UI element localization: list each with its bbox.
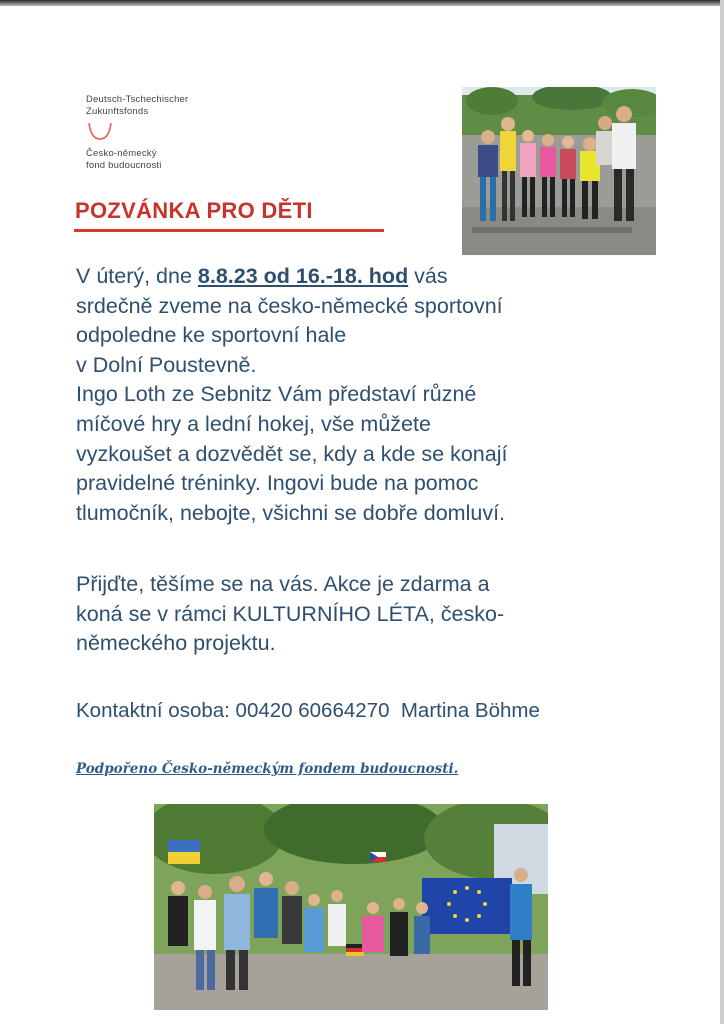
contact-line: Kontaktní osoba: 00420 60664270 Martina Böhme xyxy=(76,699,540,722)
invite-line-2: srdečně zveme na česko-německé sportovní xyxy=(76,293,503,318)
invite-line-6: míčové hry a lední hokej, vše můžete xyxy=(76,411,431,436)
invite-line-3: odpoledne ke sportovní hale xyxy=(76,323,347,348)
photo-rollerblading-kids xyxy=(462,87,656,255)
logo-line-1: Deutsch-Tschechischer xyxy=(86,94,189,105)
page-title: POZVÁNKA PRO DĚTI xyxy=(75,198,313,223)
invite-line-5: Ingo Loth ze Sebnitz Vám představí různé xyxy=(76,382,477,407)
photo-group-with-flags xyxy=(154,804,548,1010)
title-underline xyxy=(74,229,384,232)
logo-line-2: Zukunftsfonds xyxy=(86,106,149,117)
fund-logo xyxy=(86,94,246,172)
invitation-paragraph xyxy=(76,262,636,528)
scan-border-top xyxy=(0,0,724,6)
closing-line-2: koná se v rámci KULTURNÍHO LÉTA, česko- xyxy=(76,601,505,626)
support-note: Podpořeno Česko-německým fondem budoucnosti. xyxy=(76,761,459,777)
invite-line-9: tlumočník, nebojte, všichni se dobře domluví. xyxy=(76,500,506,525)
logo-line-3: Česko-německý xyxy=(86,148,157,159)
invite-prefix: V úterý, dne xyxy=(76,264,198,288)
invite-line-8: pravidelné tréninky. Ingovi bude na pomoc xyxy=(76,471,479,496)
closing-line-3: německého projektu. xyxy=(76,631,276,656)
scan-border-right xyxy=(720,0,724,1024)
event-date: 8.8.23 od 16.-18. hod xyxy=(197,264,409,288)
invite-line-4: v Dolní Poustevně. xyxy=(76,352,257,377)
closing-paragraph xyxy=(76,570,636,659)
logo-arc-icon xyxy=(86,120,114,142)
invite-line1-rest: vás xyxy=(408,264,448,288)
invite-line-7: vyzkoušet a dozvědět se, kdy a kde se konají xyxy=(76,441,508,466)
logo-line-4: fond budoucnosti xyxy=(86,160,162,171)
closing-line-1: Přijďte, těšíme se na vás. Akce je zdarma a xyxy=(76,572,490,596)
